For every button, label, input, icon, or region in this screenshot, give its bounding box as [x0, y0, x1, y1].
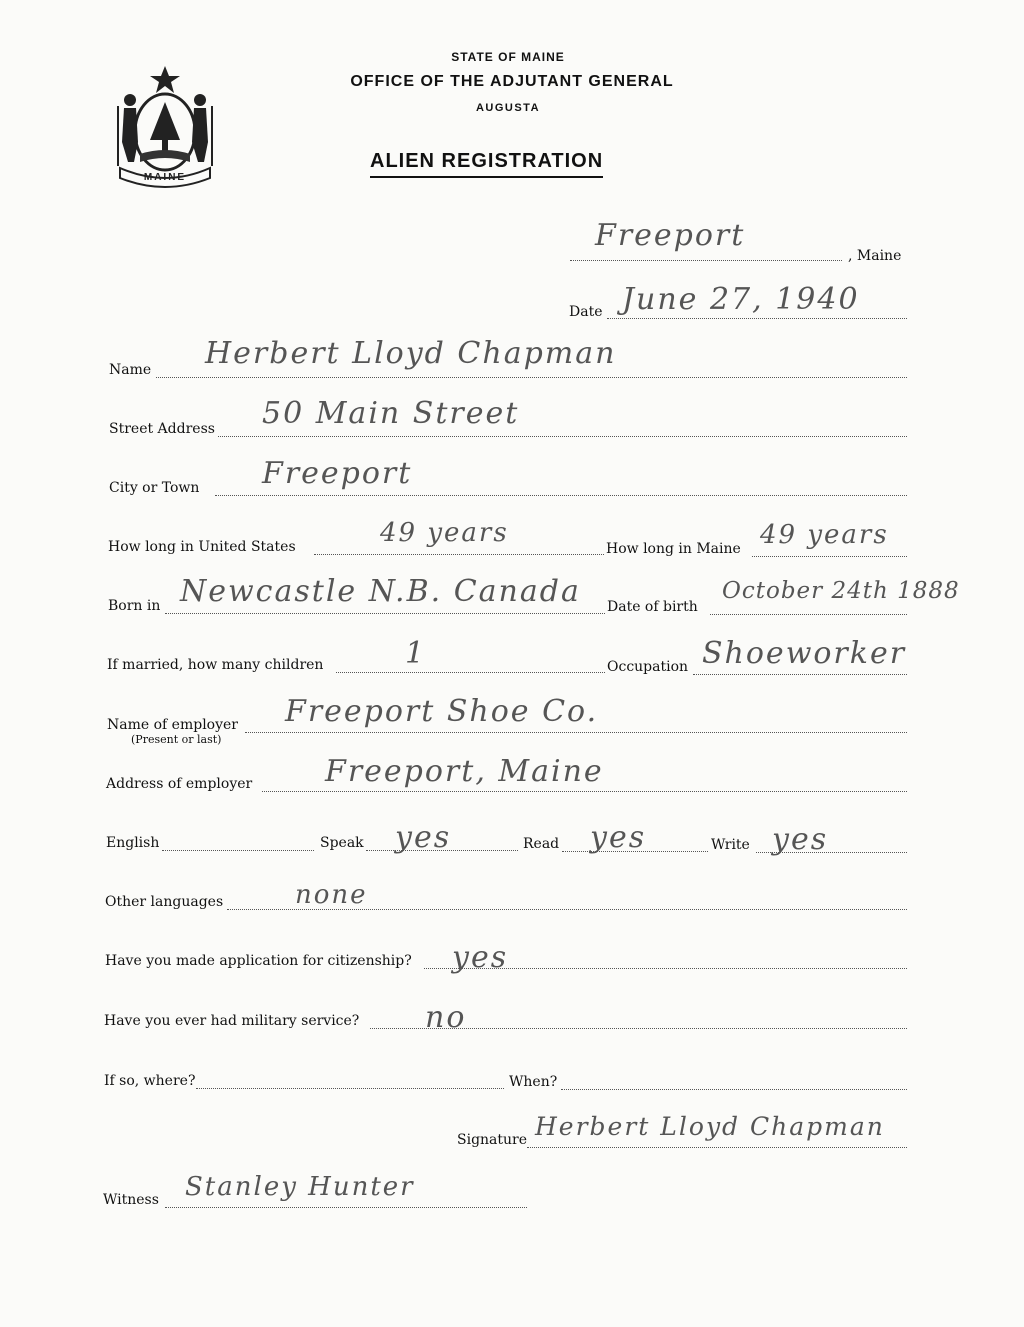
read-value: yes	[590, 820, 647, 855]
occupation-value: Shoeworker	[702, 636, 907, 671]
write-label: Write	[711, 837, 750, 853]
when-label: When?	[509, 1074, 558, 1090]
name-line	[156, 377, 907, 378]
employer-address-value: Freeport, Maine	[325, 754, 604, 789]
how-long-maine-value: 49 years	[760, 520, 889, 550]
witness-value: Stanley Hunter	[185, 1172, 415, 1202]
military-value: no	[425, 1000, 467, 1035]
born-in-value: Newcastle N.B. Canada	[180, 574, 581, 609]
how-long-maine-label: How long in Maine	[606, 541, 741, 557]
dob-value: October 24th 1888	[722, 578, 960, 604]
header-city: AUGUSTA	[475, 102, 541, 114]
city-label: City or Town	[109, 480, 200, 496]
english-line	[162, 850, 314, 851]
name-label: Name	[109, 362, 152, 378]
name-value: Herbert Lloyd Chapman	[205, 336, 617, 371]
city-value: Freeport	[262, 456, 413, 491]
dob-line	[710, 614, 907, 615]
write-value: yes	[772, 822, 829, 857]
witness-label: Witness	[103, 1192, 159, 1208]
how-long-us-value: 49 years	[380, 518, 509, 548]
born-in-line	[165, 613, 605, 614]
header-state: STATE OF MAINE	[451, 50, 565, 64]
employer-label: Name of employer	[107, 717, 238, 733]
employer-value: Freeport Shoe Co.	[285, 694, 599, 729]
when-line	[561, 1089, 907, 1090]
signature-value: Herbert Lloyd Chapman	[535, 1112, 885, 1141]
street-address-line	[218, 436, 907, 437]
if-so-where-label: If so, where?	[104, 1073, 196, 1089]
how-long-us-line	[314, 554, 604, 555]
date-label: Date	[569, 304, 603, 320]
if-so-where-line	[196, 1088, 504, 1089]
children-label: If married, how many children	[107, 657, 324, 673]
signature-label: Signature	[457, 1132, 528, 1148]
date-line	[607, 318, 907, 319]
header-office: OFFICE OF THE ADJUTANT GENERAL	[350, 73, 674, 90]
occupation-label: Occupation	[607, 659, 689, 675]
citizenship-label: Have you made application for citizenship?	[105, 953, 412, 969]
citizenship-value: yes	[452, 940, 509, 975]
born-in-label: Born in	[108, 598, 161, 614]
place-label: , Maine	[848, 248, 902, 264]
seal-text: MAINE	[143, 172, 187, 183]
employer-address-line	[262, 791, 907, 792]
date-value: June 27, 1940	[622, 282, 860, 317]
children-value: 1	[405, 636, 427, 671]
city-line	[215, 495, 907, 496]
form-title: ALIEN REGISTRATION	[370, 150, 603, 178]
signature-line	[527, 1147, 907, 1148]
military-label: Have you ever had military service?	[104, 1013, 360, 1029]
children-line	[336, 672, 605, 673]
place-value: Freeport	[595, 218, 746, 253]
speak-label: Speak	[320, 835, 364, 851]
place-line	[570, 260, 842, 261]
employer-sublabel: (Present or last)	[131, 733, 222, 746]
how-long-maine-line	[752, 556, 907, 557]
other-languages-value: none	[295, 880, 368, 910]
witness-line	[165, 1207, 527, 1208]
employer-line	[245, 732, 907, 733]
speak-value: yes	[395, 820, 452, 855]
dob-label: Date of birth	[607, 599, 698, 615]
other-languages-label: Other languages	[105, 894, 224, 910]
street-address-value: 50 Main Street	[262, 396, 520, 431]
english-label: English	[106, 835, 160, 851]
occupation-line	[693, 674, 907, 675]
street-address-label: Street Address	[109, 421, 215, 437]
employer-address-label: Address of employer	[106, 776, 253, 792]
read-label: Read	[523, 836, 560, 852]
how-long-us-label: How long in United States	[108, 539, 296, 555]
